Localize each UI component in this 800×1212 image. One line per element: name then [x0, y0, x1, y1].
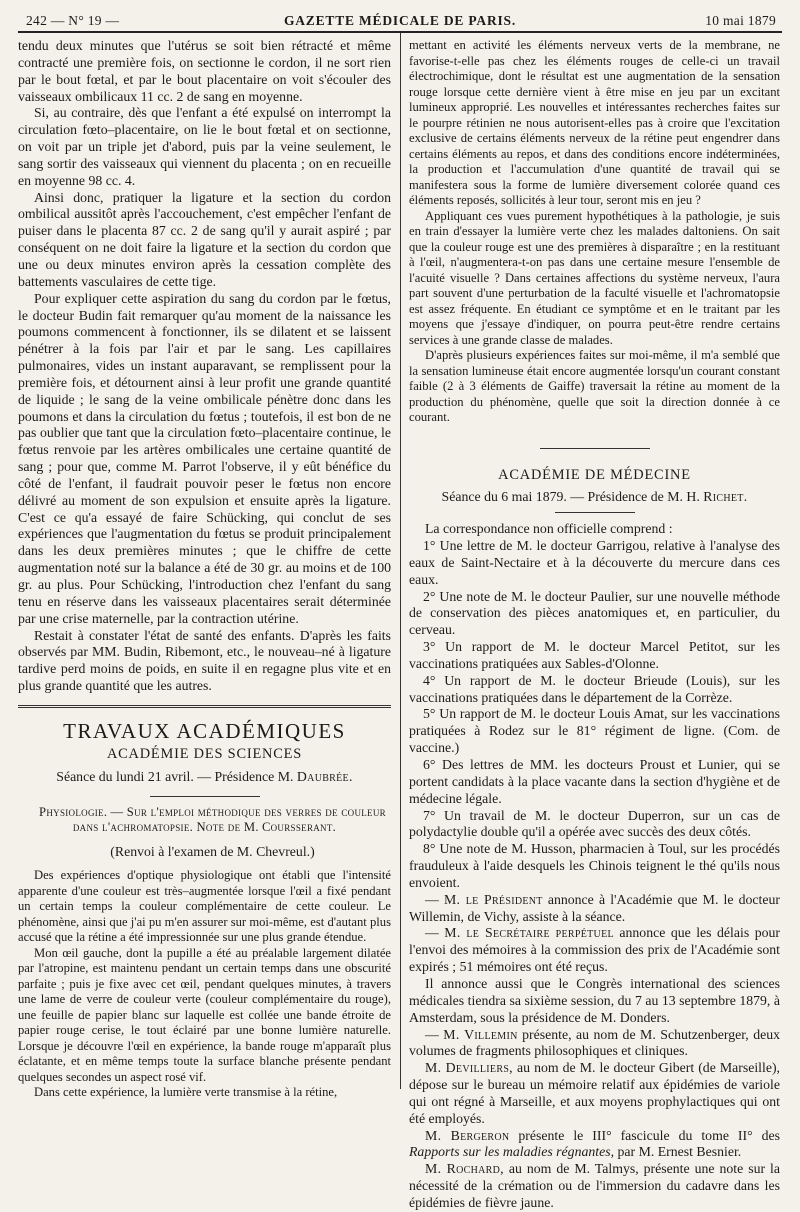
- speaker: M. Devilliers,: [425, 1060, 513, 1076]
- article-category: Physiologie.: [39, 804, 108, 819]
- article-title: — Sur l'emploi méthodique des verres de couleur dans l'achromatopsie. Note de M.: [72, 804, 386, 835]
- paragraph: Pour expliquer cette aspiration du sang du cordon par le fœtus, le docteur Budin fait remarquer qu'au moment de la naissance les poumons commencent à fonctionner, ils se dilatent et se laissent pénétrer à la fois par l'air et par le sang. Les capillaires pulmonaires, vides un instant auparavant, se remplissent pour la première fois, et détournent ainsi à leur profit une grande quantité de liquide ; le sang de la veine ombilicale pénètre donc dans les poumons et dans la circulation du fœtus ; toutefois, il est bon de ne pas oublier que tant que la circulation fœto–placentaire continue, le fœtus renvoie par les artères ombilicales une certaine quantité de sang ; pour que, comme M. Parrot l'observe, il y eût bénéfice du côté de l'enfant, il faudrait pouvoir peser le fœtus non encore délivré au moment de son expulsion et ensuite après la ligature. C'est ce qu'a essayé de faire Schücking, qui conclut de ses expériences que l'augmentation du fœtus se produit principalement dans les deux premières minutes ; que le chiffre de cette augmentation noté sur la balance a été de 30 gr. au moins et de 100 gr. au plus. Pour Schücking, l'introduction chez l'enfant du sang tenu en réserve dans les vaisseaux placentaires serait déterminée par une crise maternelle, par la contraction utérine.: [18, 290, 391, 626]
- seance-line: [18, 769, 391, 786]
- announcement-text: au nom de M. le docteur Gibert (de Marseille), dépose sur le bureau un mémoire relatif aux épidémies de variole qui ont régné à Marseille, et aux moyens prophylactiques qui ont été employés.: [409, 1060, 781, 1126]
- publication-title: Rapports sur les maladies régnantes,: [409, 1144, 615, 1160]
- announcement-text: annonce à l'Académie que M. le docteur Willemin, de Vichy, assiste à la séance.: [409, 891, 781, 924]
- announcement-text: par M. Ernest Besnier.: [617, 1144, 742, 1160]
- section-divider: [18, 705, 391, 708]
- announcement-text: présente, au nom de M. Schutzenberger, deux volumes de fragments philosophiques et cliniques.: [409, 1026, 781, 1059]
- congres-announcement: Il annonce aussi que le Congrès international des sciences médicales tiendra sa sixième session, du 7 au 13 septembre 1879, à Amsterdam, sous la présidence de M. Donders.: [409, 975, 780, 1025]
- paragraph: D'après plusieurs expériences faites sur moi-même, il m'a semblé que la sensation lumineuse était encore augmentée lorsqu'un courant constant faible (2 à 3 éléments de Gaiffe) traversait la rétine au moment de la production du phénomène, quelle que soit la direction donnée à ce courant.: [409, 348, 780, 424]
- president-announcement: — M. le Président annonce à l'Académie que M. le docteur Willemin, de Vichy, assiste à la séance.: [409, 891, 781, 924]
- divider: [540, 448, 650, 449]
- seance-text: Séance du 6 mai 1879. — Présidence de M. H.: [441, 489, 700, 505]
- list-item: 7° Un travail de M. le docteur Duperron, sur un cas de polydactylie double qu'il a opérée avec succès des deux côtés.: [409, 807, 780, 840]
- paragraph: Ainsi donc, pratiquer la ligature et la section du cordon ombilical aussitôt après l'accouchement, c'est empêcher l'enfant de puiser dans le placenta 87 cc. 2 de sang qu'il y aurait aspiré ; par conséquent on ne doit faire la ligature et la section du cordon que une ou deux minutes environ après la cessation complète des battements vasculaires de cette tige.: [18, 189, 391, 289]
- speaker: M. le Président: [443, 891, 543, 907]
- speaker: M. le Secrétaire perpétuel: [444, 925, 614, 941]
- divider: [150, 796, 260, 797]
- seance-text: Séance du lundi 21 avril. — Présidence M.: [56, 768, 294, 784]
- list-item: 5° Un rapport de M. le docteur Louis Amat, sur les vaccinations pratiquées à Rodez sur le 81° régiment de ligne. (Com. de vaccine.): [409, 706, 780, 756]
- spacer: [18, 836, 391, 844]
- paragraph: tendu deux minutes que l'utérus se soit bien rétracté et même contracté une première fois, on sectionne le cordon, il ne sort rien par le bout fœtal, et par le bout placentaire on voit s'écouler des vaisseaux ombilicaux 11 cc. 2 de sang en moyenne.: [18, 38, 391, 104]
- announcement-text: au nom de M. Talmys, présente une note sur la nécessité de la crémation ou de l'immersion du cadavre dans les épidémies de fièvre jaune.: [409, 1161, 780, 1210]
- section-title: TRAVAUX ACADÉMIQUES: [63, 718, 346, 743]
- bergeron-announcement: [409, 1128, 780, 1162]
- seance-president: Richet.: [703, 489, 748, 505]
- speaker: M. Bergeron: [425, 1127, 510, 1143]
- right-column: [409, 38, 781, 1210]
- running-header: [18, 6, 782, 30]
- paragraph: Des expériences d'optique physiologique ont établi que l'intensité apparente d'une couleur est très–augmentée lorsque l'œil a fixé pendant un certain temps la couleur complémentaire de cette couleur. Le phénomène, ainsi que j'ai pu m'en assurer sur moi-même, est d'autant plus accusé que la rétine a été impressionnée sur une plus grande étendue.: [18, 868, 391, 945]
- spacer: [18, 860, 391, 868]
- column-divider: [400, 33, 401, 1089]
- journal-title: GAZETTE MÉDICALE DE PARIS.: [283, 13, 517, 28]
- paragraph: Appliquant ces vues purement hypothétiques à la pathologie, je suis en train d'essayer la lumière verte chez les malades daltoniens. On sait que la couleur rouge est une des premières à disparaître ; en la restituant à l'œil, n'augmentera-t-on pas dans une certaine mesure l'ensemble de l'acuité visuelle ? Dans certaines affections du système nerveux, l'aura part souvent d'une perturbation de la faculté visuelle et l'achromatopsie est assez fréquente. En étudiant ce symptôme et en le traitant par les moyens que j'essaye d'indiquer, on pourra peut-être rendre certains services à une grande classe de malades.: [409, 208, 780, 347]
- paragraph: mettant en activité les éléments nerveux verts de la membrane, ne favorise-t-elle pas chez les éléments rouges de celle-ci un travail électrochimique, dont le résultat est une augmentation de la sensation rouge lorsque cette dernière vient à être mise en jeu par un excitant lumineux approprié. Les nouvelles et intéressantes recherches faites sur le pourpre rétinien ne nous autorisent-elles pas à croire que l'excitation exclusive de certains éléments nerveux de la rétine peut engendrer dans certains éléments au repos, et dans des conditions encore indéterminées, la production et l'accumulation d'une quantité de travail qui se manifestera sous la forme de lumière diversement colorée quand ces éléments reposés, sollicités à leur tour, seront mis en jeu ?: [409, 38, 780, 207]
- paragraph: Si, au contraire, dès que l'enfant a été expulsé on interrompt la circulation fœto–placentaire, on lie le bout fœtal et on sectionne, on voit par un triple jet d'abord, puis par la veine seulement, le sang sortir des vaisseaux qui viennent du placenta ; on en recueille en moyenne 98 cc. 4.: [18, 105, 391, 188]
- paragraph: Mon œil gauche, dont la pupille a été au préalable largement dilatée par l'atropine, est maintenu pendant un certain temps dans une obscurité parfaite ; puis je fixe avec cet œil, pendant quelques minutes, à travers une lame de verre de couleur verte (couleur complémentaire du rouge), une feuille de papier blanc sur laquelle est collée une bande étroite de papier rouge cerise, le tout éclairé par une bonne lumière naturelle. Lorsque je découvre l'œil en expérience, la bande rouge m'apparaît plus éclatante, et en même temps toute la surface blanche présente pendant quelques secondes un aspect rosé vif.: [18, 945, 391, 1084]
- announcement-text: présente le III° fascicule du tome II° des: [518, 1127, 780, 1143]
- list-item: 2° Une note de M. le docteur Paulier, sur une nouvelle méthode de conservation des pièces anatomiques et, en particulier, du cerveau.: [409, 588, 780, 638]
- list-item: 4° Un rapport de M. le docteur Brieude (Louis), sur les vaccinations pratiquées dans le département de la Corrèze.: [409, 672, 780, 705]
- seance-president: Daubrée.: [296, 768, 353, 784]
- article-author: Coursserant.: [261, 820, 337, 835]
- page-number: 242 — N° 19 —: [26, 13, 120, 28]
- announcement-text: annonce que les délais pour l'envoi des mémoires à la commission des prix de l'Académie sont expirés ; 51 mémoires ont été reçus.: [409, 925, 780, 975]
- list-item: 3° Un rapport de M. le docteur Marcel Petitot, sur les vaccinations pratiquées aux Sables-d'Olonne.: [409, 639, 780, 671]
- correspondance-list: [409, 538, 780, 892]
- secretaire-announcement: — M. le Secrétaire perpétuel annonce que les délais pour l'envoi des mémoires à la commission des prix de l'Académie sont expirés ; 51 mémoires ont été reçus.: [409, 925, 780, 975]
- speaker: M. Villemin: [443, 1026, 518, 1042]
- paragraph: Dans cette expérience, la lumière verte transmise à la rétine,: [34, 1085, 338, 1100]
- list-item: 1° Une lettre de M. le docteur Garrigou, relative à l'analyse des eaux de Saint-Nectaire et à la découverte du mercure dans ces eaux.: [409, 538, 780, 587]
- renvoi-note: (Renvoi à l'examen de M. Chevreul.): [110, 843, 315, 859]
- list-item: 8° Une note de M. Husson, pharmacien à Toul, sur les procédés frauduleux à l'aide desquels les Chinois teignent le thé qu'ils nous envoient.: [409, 841, 780, 890]
- divider: [555, 512, 635, 513]
- paragraph: Restait à constater l'état de santé des enfants. D'après les faits observés par MM. Budin, Ribemont, etc., le nouveau–né à ligature tardive perd moins de poids, en suite il en regagne plus vite et en plus grande quantité que les autres.: [18, 627, 391, 694]
- villemin-announcement: — M. Villemin présente, au nom de M. Schutzenberger, deux volumes de fragments philosophiques et cliniques.: [409, 1026, 781, 1059]
- correspondance-intro: La correspondance non officielle comprend :: [425, 521, 673, 537]
- academie-title: ACADÉMIE DE MÉDECINE: [498, 466, 691, 483]
- rochard-announcement: [409, 1161, 780, 1212]
- devilliers-announcement: [409, 1060, 780, 1127]
- speaker: M. Rochard,: [425, 1161, 504, 1177]
- seance-line: [409, 489, 780, 506]
- issue-date: 10 mai 1879: [705, 13, 776, 28]
- left-column: [18, 38, 391, 1100]
- list-item: 6° Des lettres de MM. les docteurs Proust et Lunier, qui se portent candidats à la place vacante dans la section d'hygiène et de médecine légale.: [409, 757, 780, 806]
- section-subtitle: ACADÉMIE DES SCIENCES: [106, 745, 303, 762]
- article-heading: [18, 805, 391, 836]
